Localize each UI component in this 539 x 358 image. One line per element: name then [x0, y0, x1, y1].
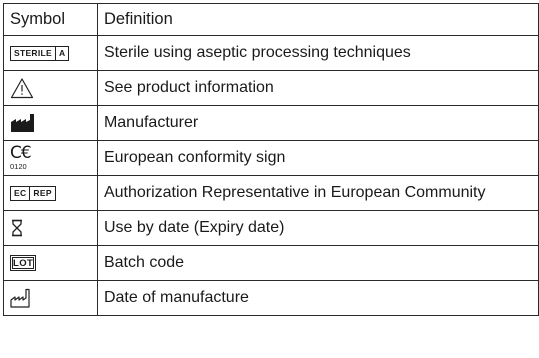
table-row: [4, 246, 539, 281]
symbol-definition-table: [3, 3, 539, 316]
table-row: [4, 281, 539, 316]
header-definition: Definition: [97, 4, 538, 36]
ce-mark-icon: [10, 145, 31, 171]
manufacturer-factory-icon: [10, 113, 36, 133]
row-definition: European conformity sign: [97, 141, 538, 176]
sterile-a-icon: [10, 46, 69, 61]
date-of-manufacture-icon: [10, 288, 34, 308]
row-definition: Date of manufacture: [97, 281, 538, 316]
notified-body-number: 0120: [10, 162, 27, 172]
hourglass-icon: [10, 219, 24, 237]
lot-icon: LOT: [10, 255, 36, 271]
sterile-label: STERILE: [14, 48, 52, 58]
table-row: [4, 141, 539, 176]
table-row: [4, 176, 539, 211]
row-definition: See product information: [97, 71, 538, 106]
sterile-method-label: A: [55, 47, 68, 60]
ec-label: EC: [14, 188, 27, 198]
warning-triangle-icon: [10, 77, 34, 99]
row-definition: Sterile using aseptic processing techniques: [97, 36, 538, 71]
ce-mark-label: C€: [10, 143, 31, 164]
table-row: [4, 71, 539, 106]
table-header-row: [4, 4, 539, 36]
table-row: [4, 36, 539, 71]
table-row: [4, 211, 539, 246]
rep-label: REP: [29, 187, 54, 200]
row-definition: Batch code: [97, 246, 538, 281]
table-row: [4, 106, 539, 141]
ec-rep-icon: [10, 186, 56, 201]
row-definition: Manufacturer: [97, 106, 538, 141]
row-definition: Authorization Representative in European Community: [97, 176, 538, 211]
row-definition: Use by date (Expiry date): [97, 211, 538, 246]
header-symbol: Symbol: [4, 4, 98, 36]
